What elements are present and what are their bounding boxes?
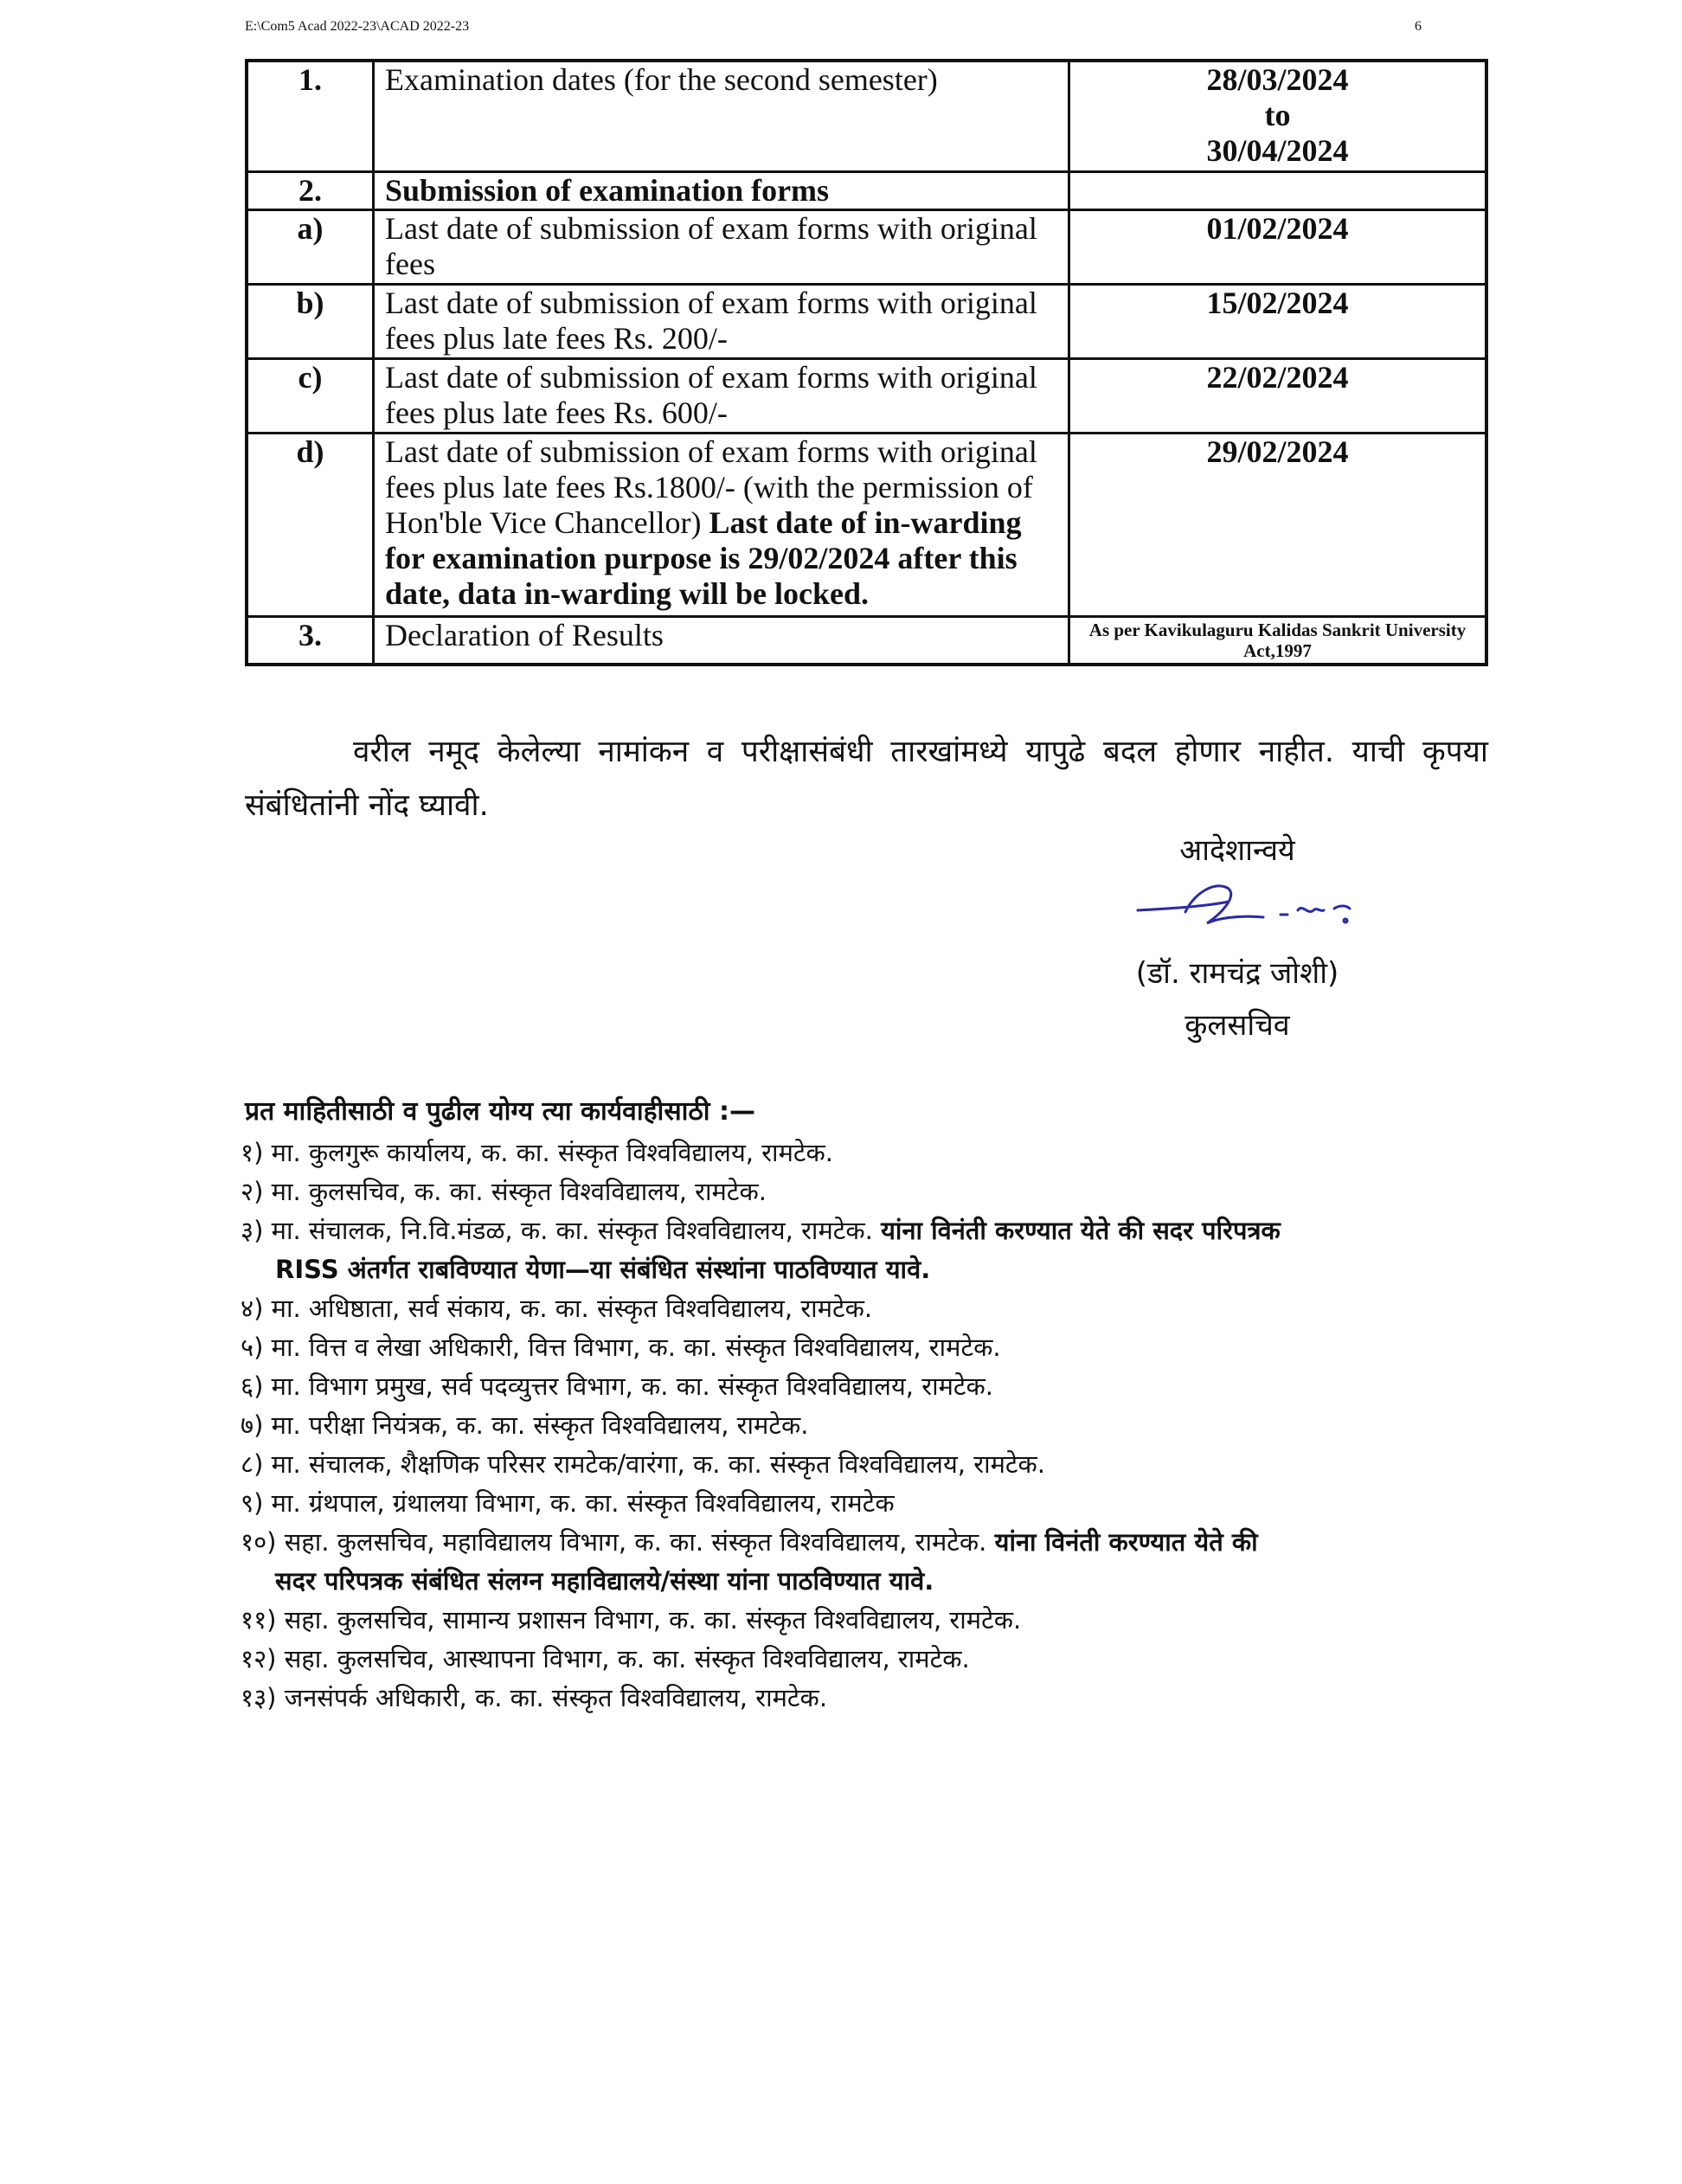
table-row: [247, 209, 1486, 284]
row-number: b): [247, 284, 374, 358]
row-description: Last date of submission of exam forms with original fees plus late fees Rs. 200/-: [374, 284, 1069, 358]
row-number: 2.: [247, 171, 374, 209]
row-number: 3.: [247, 616, 374, 665]
row-number: d): [247, 433, 374, 616]
signatory-name: (डॉ. रामचंद्र जोशी): [1135, 956, 1339, 991]
list-item: १३) जनसंपर्क अधिकारी, क. का. संस्कृत विश्वविद्यालय, रामटेक.: [241, 1683, 828, 1712]
list-item: २) मा. कुलसचिव, क. का. संस्कृत विश्वविद्यालय, रामटेक.: [241, 1177, 767, 1206]
row-description: Examination dates (for the second semester): [374, 61, 1069, 171]
row-date: 01/02/2024: [1069, 209, 1487, 284]
date-to-word: to: [1264, 98, 1291, 132]
row-date: As per Kavikulaguru Kalidas Sankrit University Act,1997: [1069, 616, 1487, 665]
list-item: ९) मा. ग्रंथपाल, ग्रंथालया विभाग, क. का. संस्कृत विश्वविद्यालय, रामटेक: [241, 1488, 895, 1518]
list-item-bold: यांना विनंती करण्यात येते की: [994, 1527, 1258, 1557]
row-description: [374, 433, 1069, 616]
date-from: 28/03/2024: [1206, 62, 1349, 97]
row-description: Last date of submission of exam forms with original fees: [374, 209, 1069, 284]
list-item: ७) मा. परीक्षा नियंत्रक, क. का. संस्कृत विश्वविद्यालय, रामटेक.: [241, 1410, 809, 1440]
list-item: ८) मा. संचालक, शैक्षणिक परिसर रामटेक/वारंगा, क. का. संस्कृत विश्वविद्यालय, रामटेक.: [241, 1449, 1046, 1479]
list-item-continuation: सदर परिपत्रक संबंधित संलग्न महाविद्यालये/संस्था यांना पाठविण्यात यावे.: [275, 1566, 934, 1596]
row-date: 15/02/2024: [1069, 284, 1487, 358]
page-header: [245, 19, 1422, 40]
schedule-table: [245, 59, 1488, 666]
row-date: 29/02/2024: [1069, 433, 1487, 616]
list-item: [241, 1523, 1452, 1562]
table-row: [247, 284, 1486, 358]
row-description-text: Last date of submission of exam forms with original fees plus late fees Rs.1800/- (with the permission of Hon'ble Vice Chancellor): [385, 434, 1037, 540]
row-description: Last date of submission of exam forms with original fees plus late fees Rs. 600/-: [374, 358, 1069, 433]
row-number: 1.: [247, 61, 374, 171]
copy-to-list: [241, 1134, 1452, 1718]
row-date: 22/02/2024: [1069, 358, 1487, 433]
date-to: 30/04/2024: [1206, 133, 1349, 168]
table-row: [247, 358, 1486, 433]
list-item: [241, 1211, 1452, 1250]
table-row: [247, 61, 1486, 171]
list-item-text: ३) मा. संचालक, नि.वि.मंडळ, क. का. संस्कृत विश्वविद्यालय, रामटेक.: [241, 1216, 873, 1245]
file-path: E:\Com5 Acad 2022-23\ACAD 2022-23: [245, 19, 470, 34]
row-number: a): [247, 209, 374, 284]
signature-image: [1133, 876, 1393, 936]
page-number: 6: [1415, 19, 1422, 34]
list-item: ४) मा. अधिष्ठाता, सर्व संकाय, क. का. संस्कृत विश्वविद्यालय, रामटेक.: [241, 1294, 873, 1323]
list-item: ५) मा. वित्त व लेखा अधिकारी, वित्त विभाग, क. का. संस्कृत विश्वविद्यालय, रामटेक.: [241, 1333, 1001, 1362]
table-row: [247, 616, 1486, 665]
row-number: c): [247, 358, 374, 433]
table-row: [247, 171, 1486, 209]
list-item: ११) सहा. कुलसचिव, सामान्य प्रशासन विभाग, क. का. संस्कृत विश्वविद्यालय, रामटेक.: [241, 1605, 1022, 1635]
list-item: ६) मा. विभाग प्रमुख, सर्व पदव्युत्तर विभाग, क. का. संस्कृत विश्वविद्यालय, रामटेक.: [241, 1371, 994, 1401]
row-description: Declaration of Results: [374, 616, 1069, 665]
row-date: [1069, 61, 1487, 171]
list-item: १) मा. कुलगुरू कार्यालय, क. का. संस्कृत विश्वविद्यालय, रामटेक.: [241, 1138, 834, 1167]
row-description-bold: Last date of in-warding for examination purpose is 29/02/2024 after this date, data in-warding will be locked.: [385, 504, 1022, 611]
list-item-bold: यांना विनंती करण्यात येते की सदर परिपत्रक: [881, 1216, 1281, 1245]
table-row: [247, 433, 1486, 616]
list-item-text: १०) सहा. कुलसचिव, महाविद्यालय विभाग, क. का. संस्कृत विश्वविद्यालय, रामटेक.: [241, 1527, 987, 1557]
notice-text: वरील नमूद केलेल्या नामांकन व परीक्षासंबंधी तारखांमध्ये यापुढे बदल होणार नाहीत. याची कृपया संबंधितांनी नोंद घ्यावी.: [245, 735, 1488, 823]
list-item: १२) सहा. कुलसचिव, आस्थापना विभाग, क. का. संस्कृत विश्वविद्यालय, रामटेक.: [241, 1644, 970, 1673]
copy-to-heading: प्रत माहितीसाठी व पुढील योग्य त्या कार्यवाहीसाठी :—: [245, 1096, 756, 1127]
row-date: [1069, 171, 1487, 209]
order-label: आदेशान्वये: [1179, 833, 1295, 868]
list-item-continuation: RISS अंतर्गत राबविण्यात येणा—या संबंधित संस्थांना पाठविण्यात यावे.: [275, 1255, 931, 1284]
signatory-designation: कुलसचिव: [1184, 1008, 1290, 1043]
row-description: Submission of examination forms: [374, 171, 1069, 209]
